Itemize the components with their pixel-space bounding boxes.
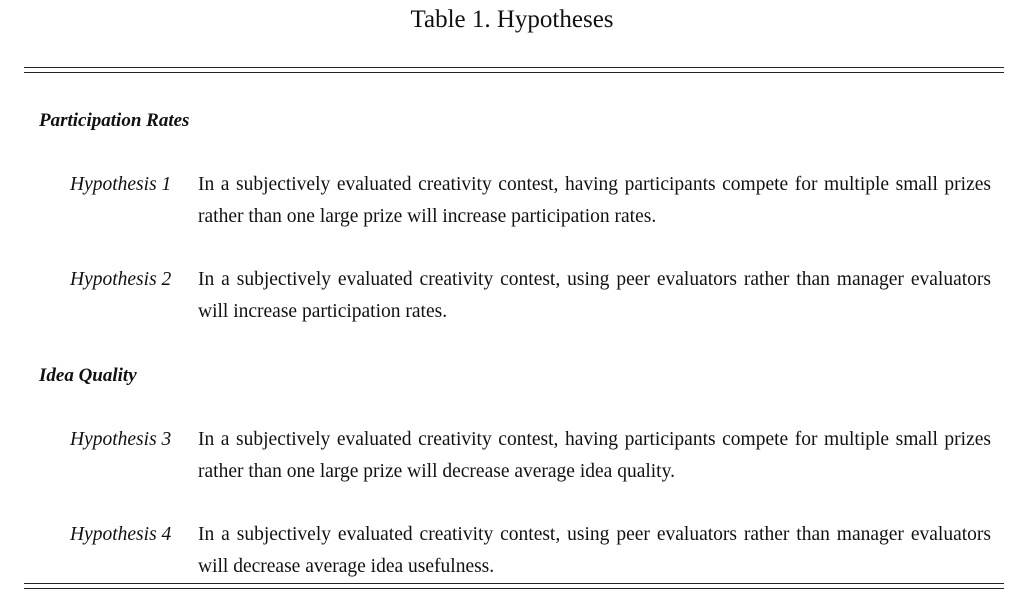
top-rule-2	[24, 72, 1004, 73]
bottom-rule-1	[24, 583, 1004, 584]
hypothesis-text: In a subjectively evaluated creativity contest, using peer evaluators rather than manager evaluators will increase participation rates.	[198, 269, 991, 322]
table-title: Table 1. Hypotheses	[410, 6, 614, 33]
section-heading-participation: Participation Rates	[39, 110, 190, 131]
bottom-rule-2	[24, 588, 1004, 589]
top-rule-1	[24, 67, 1004, 68]
hypothesis-label: Hypothesis 4	[70, 524, 172, 545]
section-heading-idea-quality: Idea Quality	[39, 365, 137, 386]
hypothesis-label: Hypothesis 1	[70, 174, 172, 195]
hypothesis-text: In a subjectively evaluated creativity contest, having participants compete for multiple small prizes rather than one large prize will decrease average idea quality.	[198, 429, 991, 482]
hypothesis-label: Hypothesis 3	[70, 429, 172, 450]
hypothesis-label: Hypothesis 2	[70, 269, 172, 290]
hypothesis-text: In a subjectively evaluated creativity contest, having participants compete for multiple small prizes rather than one large prize will increase participation rates.	[198, 174, 991, 227]
hypothesis-text: In a subjectively evaluated creativity contest, using peer evaluators rather than manager evaluators will decrease average idea usefulness.	[198, 524, 991, 577]
